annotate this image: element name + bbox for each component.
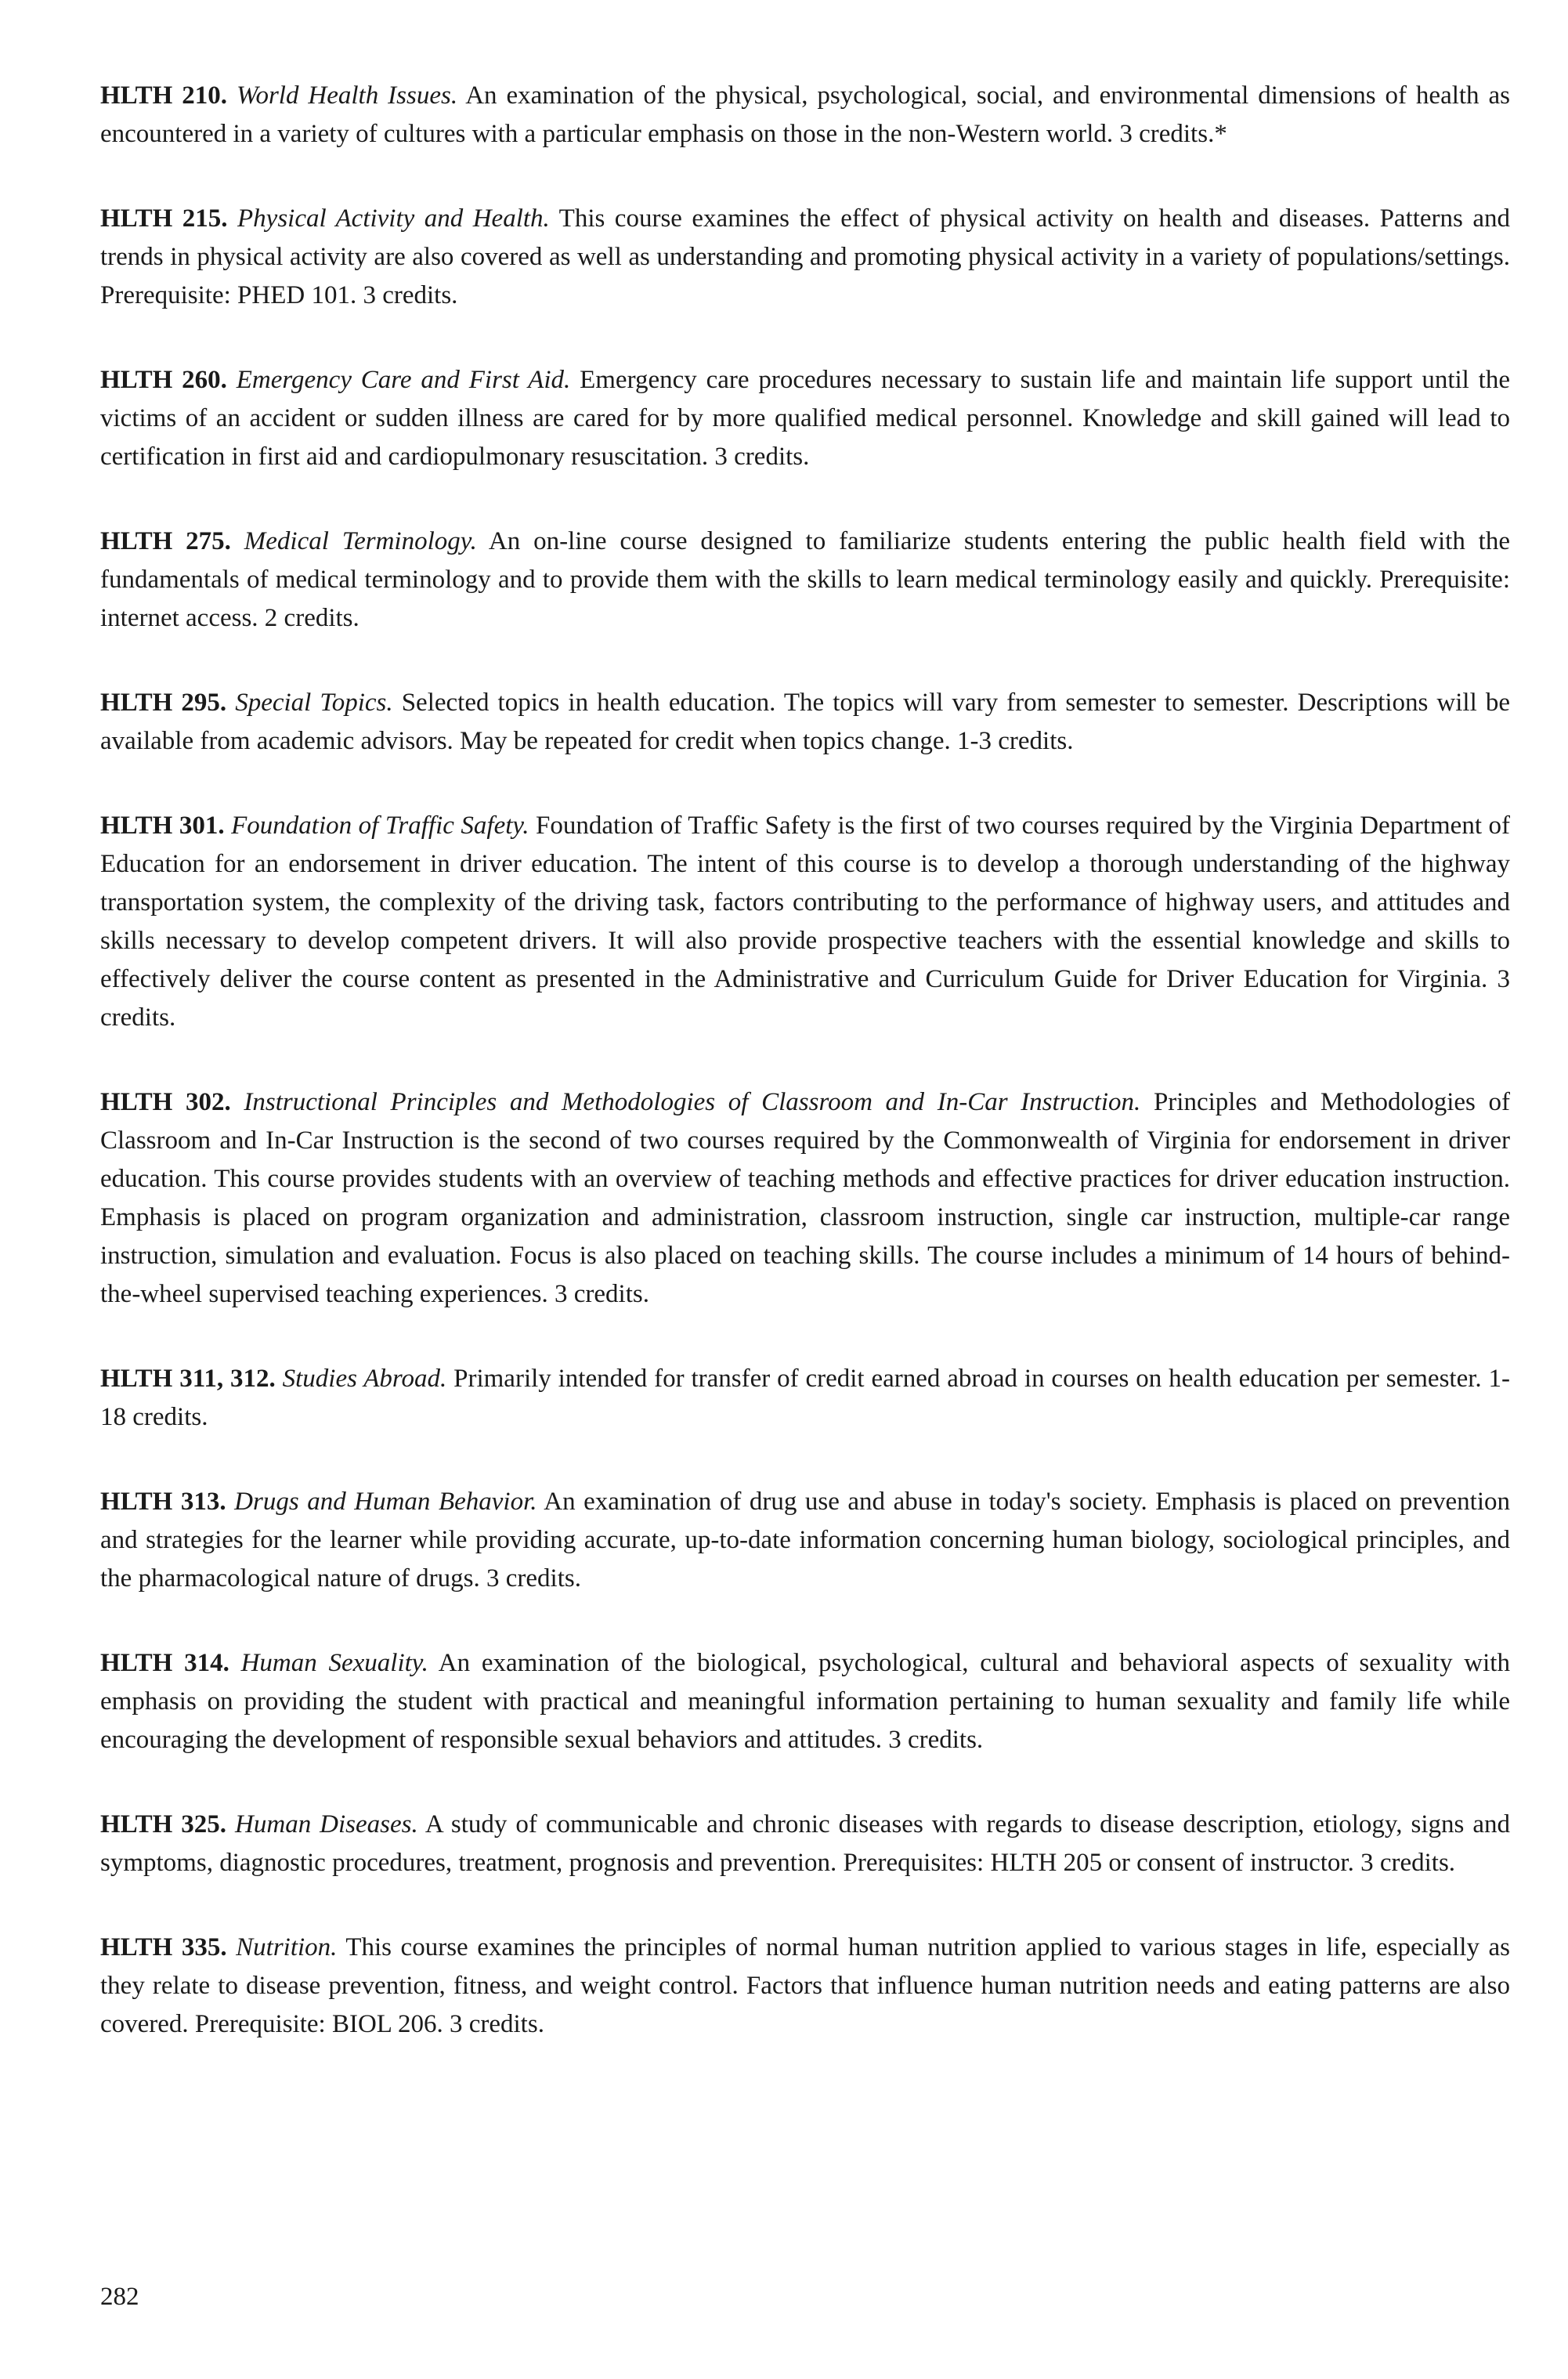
course-entry-hlth-314	[100, 1644, 1510, 1759]
course-code: HLTH 311, 312.	[100, 1365, 276, 1393]
course-description: An examination of the biological, psychological, cultural and behavioral aspects of sexuality with emphasis on providing the student with practical and meaningful information pertaining to human sexuality and family life while encouraging the development of responsible sexual behaviors and attitudes. 3 credits.	[100, 1649, 1510, 1754]
course-description: This course examines the principles of normal human nutrition applied to various stages in life, especially as they relate to disease prevention, fitness, and weight control. Factors that influence human nutrition needs and eating patterns are also covered. Prerequisite: BIOL 206. 3 credits.	[100, 1933, 1510, 2038]
course-code: HLTH 313.	[100, 1488, 226, 1516]
course-entry-hlth-295	[100, 684, 1510, 761]
course-title: Medical Terminology.	[244, 527, 477, 555]
course-code: HLTH 210.	[100, 81, 228, 110]
course-entry-hlth-335	[100, 1929, 1510, 2044]
course-title: World Health Issues.	[236, 81, 458, 110]
course-description: Selected topics in health education. The topics will vary from semester to semester. Descriptions will be available from academic advisors. May be repeated for credit when topics change. 1-3 credits.	[100, 689, 1510, 755]
course-code: HLTH 301.	[100, 812, 225, 840]
course-description: Principles and Methodologies of Classroom and In-Car Instruction is the second of two courses required by the Commonwealth of Virginia for endorsement in driver education. This course provides students with an overview of teaching methods and effective practices for driver education instruction. Emphasis is placed on program organization and administration, classroom instruction, single car instruction, multiple-car range instruction, simulation and evaluation. Focus is also placed on teaching skills. The course includes a minimum of 14 hours of behind-the-wheel supervised teaching experiences. 3 credits.	[100, 1088, 1511, 1308]
course-entry-hlth-311-312	[100, 1360, 1510, 1437]
course-code: HLTH 325.	[100, 1810, 227, 1838]
course-description: A study of communicable and chronic diseases with regards to disease description, etiology, signs and symptoms, diagnostic procedures, treatment, prognosis and prevention. Prerequisites: HLTH 205 or consent of instructor. 3 credits.	[100, 1810, 1510, 1877]
course-title: Studies Abroad.	[282, 1365, 447, 1393]
page-number: 282	[100, 2283, 139, 2311]
course-title: Emergency Care and First Aid.	[236, 366, 571, 394]
course-entry-hlth-210	[100, 77, 1510, 154]
course-entry-hlth-301	[100, 807, 1510, 1037]
course-code: HLTH 314.	[100, 1649, 229, 1677]
course-title: Foundation of Traffic Safety.	[231, 812, 529, 840]
course-code: HLTH 335.	[100, 1933, 227, 1961]
course-entry-hlth-313	[100, 1483, 1510, 1598]
course-description: An examination of the physical, psychological, social, and environmental dimensions of health as encountered in a variety of cultures with a particular emphasis on those in the non-Western world. 3 credits.*	[100, 81, 1510, 148]
course-description: An on-line course designed to familiarize students entering the public health field with the fundamentals of medical terminology and to provide them with the skills to learn medical terminology easily and quickly. Prerequisite: internet access. 2 credits.	[100, 527, 1510, 632]
course-title: Instructional Principles and Methodologies of Classroom and In-Car Instruction.	[244, 1088, 1141, 1116]
course-description: An examination of drug use and abuse in today's society. Emphasis is placed on prevention and strategies for the learner while providing accurate, up-to-date information concerning human biology, sociological principles, and the pharmacological nature of drugs. 3 credits.	[100, 1488, 1510, 1593]
course-entry-hlth-260	[100, 361, 1510, 476]
course-title: Nutrition.	[236, 1933, 338, 1961]
course-entry-hlth-302	[100, 1083, 1510, 1314]
course-code: HLTH 260.	[100, 366, 227, 394]
course-entry-hlth-275	[100, 522, 1510, 638]
course-description: Foundation of Traffic Safety is the first of two courses required by the Virginia Department of Education for an endorsement in driver education. The intent of this course is to develop a thorough understanding of the highway transportation system, the complexity of the driving task, factors contributing to the performance of highway users, and attitudes and skills necessary to develop competent drivers. It will also provide prospective teachers with the essential knowledge and skills to effectively deliver the course content as presented in the Administrative and Curriculum Guide for Driver Education for Virginia. 3 credits.	[100, 812, 1510, 1032]
course-title: Human Diseases.	[235, 1810, 418, 1838]
course-entry-hlth-325	[100, 1806, 1510, 1882]
course-code: HLTH 215.	[100, 204, 228, 233]
catalog-page	[100, 77, 1510, 2090]
course-title: Human Sexuality.	[240, 1649, 428, 1677]
course-code: HLTH 302.	[100, 1088, 231, 1116]
course-title: Drugs and Human Behavior.	[234, 1488, 537, 1516]
course-entry-hlth-215	[100, 200, 1510, 315]
course-description: This course examines the effect of physical activity on health and diseases. Patterns and trends in physical activity are also covered as well as understanding and promoting physical activity in a variety of populations/settings. Prerequisite: PHED 101. 3 credits.	[100, 204, 1511, 309]
course-title: Physical Activity and Health.	[237, 204, 550, 233]
course-code: HLTH 295.	[100, 689, 227, 717]
course-description: Primarily intended for transfer of credit earned abroad in courses on health education per semester. 1-18 credits.	[100, 1365, 1511, 1431]
course-code: HLTH 275.	[100, 527, 231, 555]
course-title: Special Topics.	[235, 689, 393, 717]
course-description: Emergency care procedures necessary to sustain life and maintain life support until the victims of an accident or sudden illness are cared for by more qualified medical personnel. Knowledge and skill gained will lead to certification in first aid and cardiopulmonary resuscitation. 3 credits.	[100, 366, 1510, 471]
